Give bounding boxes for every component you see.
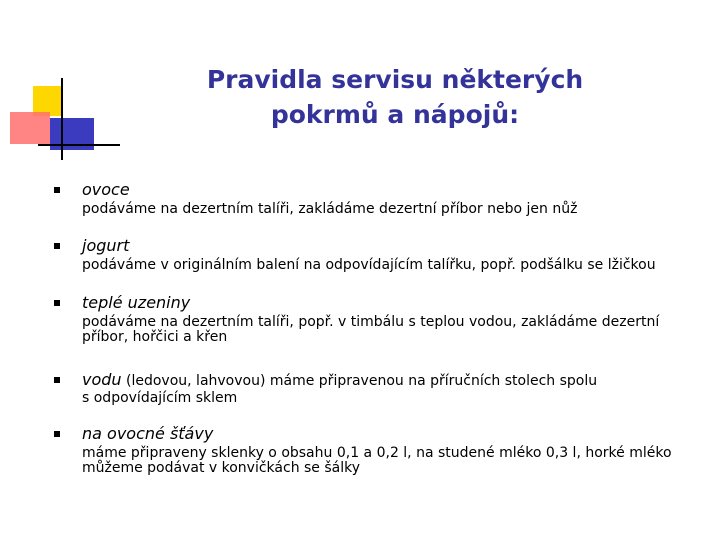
list-item-stavy — [52, 424, 672, 476]
item-text-line-1: podáváme na dezertním talíři, popř. v timbálu s teplou vodou, zakládáme dezertní — [82, 314, 660, 330]
bullet-icon — [54, 243, 60, 249]
item-text-line-1: máme připraveny sklenky o obsahu 0,1 a 0,2 l, na studené mléko 0,3 l, horké mléko — [82, 445, 672, 461]
bullet-icon — [54, 431, 60, 437]
item-text: s odpovídajícím sklem — [82, 390, 238, 406]
item-inline-text: (ledovou, lahvovou) máme připravenou na příručních stolech spolu — [121, 373, 598, 389]
item-heading: na ovocné šťávy — [82, 424, 214, 443]
page-title — [160, 62, 630, 132]
item-heading: vodu — [82, 370, 122, 389]
item-text: podáváme na dezertním talíři, zakládáme dezertní příbor nebo jen nůž — [82, 201, 578, 217]
item-heading: jogurt — [82, 236, 130, 255]
bullet-icon — [54, 300, 60, 306]
item-heading: teplé uzeniny — [82, 293, 191, 312]
list-item-jogurt — [52, 236, 656, 273]
item-text-line-2: můžeme podávat v konvičkách se šálky — [82, 460, 361, 476]
item-text: podáváme v originálním balení na odpovídajícím talířku, popř. podšálku se lžičkou — [82, 257, 656, 273]
item-heading: ovoce — [82, 180, 130, 199]
deco-yellow-square — [33, 86, 63, 116]
title-line-1: Pravidla servisu některých — [206, 65, 584, 94]
deco-red-square — [10, 112, 50, 144]
list-item-vodu — [52, 370, 597, 406]
corner-decoration — [0, 0, 120, 170]
bullet-icon — [54, 377, 60, 383]
bullet-icon — [54, 187, 60, 193]
title-line-2: pokrmů a nápojů: — [270, 100, 520, 129]
item-text-line-2: příbor, hořčici a křen — [82, 329, 228, 345]
list-item-uzeniny — [52, 293, 659, 345]
list-item-ovoce — [52, 180, 577, 217]
